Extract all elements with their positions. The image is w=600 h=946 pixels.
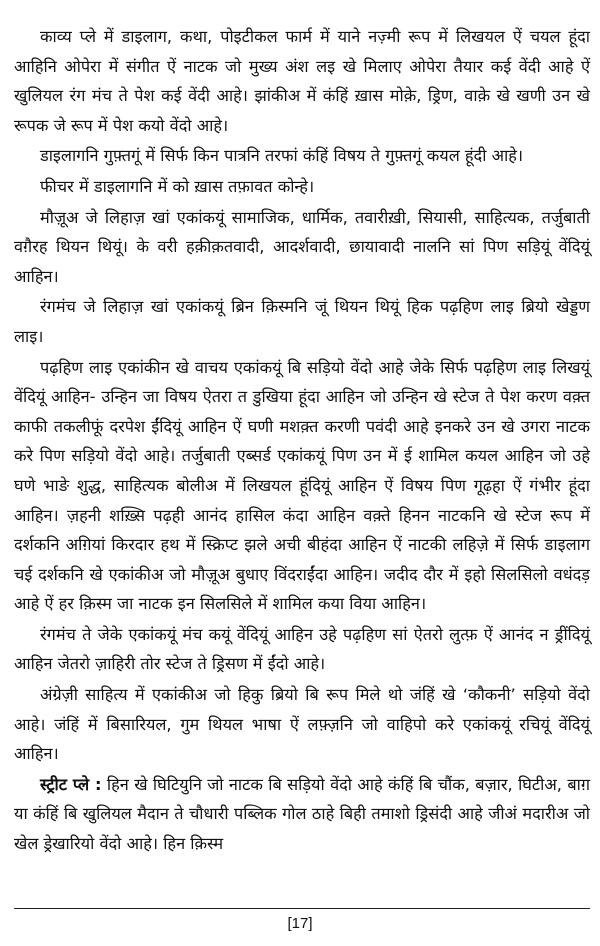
paragraph-staged-plays: रंगमंच ते जेके एकांकयूं मंच कयूं वेंदियूं आहिन उहे पढ़हिण सां ऐतरो लुत्फ़ ऐं आनंद न ड्रींदियूं आहिन जेतरो ज़ाहिरी तोर स्टेज ते ड्रिसण में ईंदो आहे।: [14, 624, 590, 674]
paragraph-stage: रंगमंच जे लिहाज़ खां एकांकयूं ब्रिन क़िस्मनि जूं थियन थियूं हिक पढ़हिण लाइ ब्रियो खेड्डण लाइ।: [14, 297, 590, 346]
page-number: [17]: [287, 915, 313, 932]
paragraph-subject: मौज़ूअ जे लिहाज़ खां एकांकयूं सामाजिक, धार्मिक, तवारीख़ी, सियासी, साहित्यक, तर्जुबाती वग़ैरह थियन थियूं। के वरी हक़ीक़तवादी, आदर्शवादी, छायावादी नालनि सां पिण सड़ियूं वेंदियूं आहिन।: [14, 207, 590, 286]
paragraph-cockney: अंग्रेज़ी साहित्य में एकांकीअ जो हिकु ब्रियो बि रूप मिले थो जंहिं खे ‘कौकनी’ सड़ियो वेंदो आहे। जंहिं में बिसारियल, गुम थियल भाषा ऐं लफ़्ज़नि जो वाहिपो करे एकांकयूं रचियूं वेंदियूं आहिन।: [14, 685, 590, 764]
paragraph-reading-plays: पढ़हिण लाइ एकांकीन खे वाचय एकांकयूं बि सड़ियो वेंदो आहे जेके सिर्फ पढ़हिण लाइ लिखयूं वेंदियूं आहिन- उन्हिन जा विषय ऐतरा त डुखिया हूंदा आहिन जो उन्हिन खे स्टेज ते पेश करण वक़्त काफी तकलीफूं दरपेश ईंदियूं आहिन ऐं घणी मशक़्त करणी पवंदी आहे इनकरे उन खे उगरा नाटक करे पिण सड़ियो वेंदो आहे। तर्जुबाती एब्सर्ड एकांकयूं पिण उन में ई शामिल कयल आहिन जो उहे घणे भाङे शुद्ध, साहित्यक बोलीअ में लिखयल हूंदियूं आहिन ऐं विषय पिण गूढ़हा ऐं गंभीर हूंदा आहिन। ज़हनी शख़्सि पढ़ही आनंद हासिल कंदा आहिन वक़्ते हिनन नाटकनि खे स्टेज रूप में दर्शकनि अग़ियां किरदार हथ में स्क्रिप्ट झले अची बीहंदा आहिन ऐं नाटकी लहिज़े में सिर्फ डाइलाग चई दर्शकनि खे एकांकीअ जो मौज़ूअ बुधाए विंदराईंदा आहिन। जदीद दौर में इहो सिलसिलो वधंदड़ आहे ऐं हर क़िस्म जा नाटक इन सिलसिले में शामिल कया विया आहिन।: [14, 357, 590, 614]
paragraph-kavya-play: काव्य प्ले में डाइलाग, कथा, पोइटीकल फार्म में याने नज़्मी रूप में लिखयल ऐं चयल हूंदा आहिनि ओपेरा में संगीत ऐं नाटक जो मुख्य अंश लइ खे मिलाए ओपेरा तैयार कई वेंदी आहे ऐं खुलियल रंग मंच ते पेश कई वेंदी आहे। झांकीअ में कंहिं ख़ास मोक़े, ड्रिण, वाक़े खे खणी उन खे रूपक जे रूप में पेश कयो वेंदो आहे।: [14, 27, 590, 135]
street-play-label: स्ट्रीट प्ले :: [40, 774, 102, 794]
footer-rule: [14, 908, 590, 909]
paragraph-feature: फीचर में डाइलागनि में को ख़ास तफ़ावत कोन्हे।: [40, 176, 315, 196]
street-play-text: हिन खे घिटियुनि जो नाटक बि सड़ियो वेंदो आहे कंहिं बि चौंक, बज़ार, घिटीअ, बाग़ या कंहिं बि खुलियल मैदान ते चौधारी पब्लिक गोल ठाहे बिही तमाशो ड्रिसंदी आहे जीअं मदारीअ जो खेल ड्रेखारियो वेंदो आहे। हिन क़िस्म: [14, 774, 590, 854]
paragraph-dialogue: डाइलागनि गुफ़्तगूं में सिर्फ किन पात्रनि तरफां कंहिं विषय ते गुफ़्तगूं कयल हूंदी आहे।: [40, 146, 524, 166]
paragraph-street-play: [14, 770, 590, 859]
body-text: [14, 22, 590, 860]
